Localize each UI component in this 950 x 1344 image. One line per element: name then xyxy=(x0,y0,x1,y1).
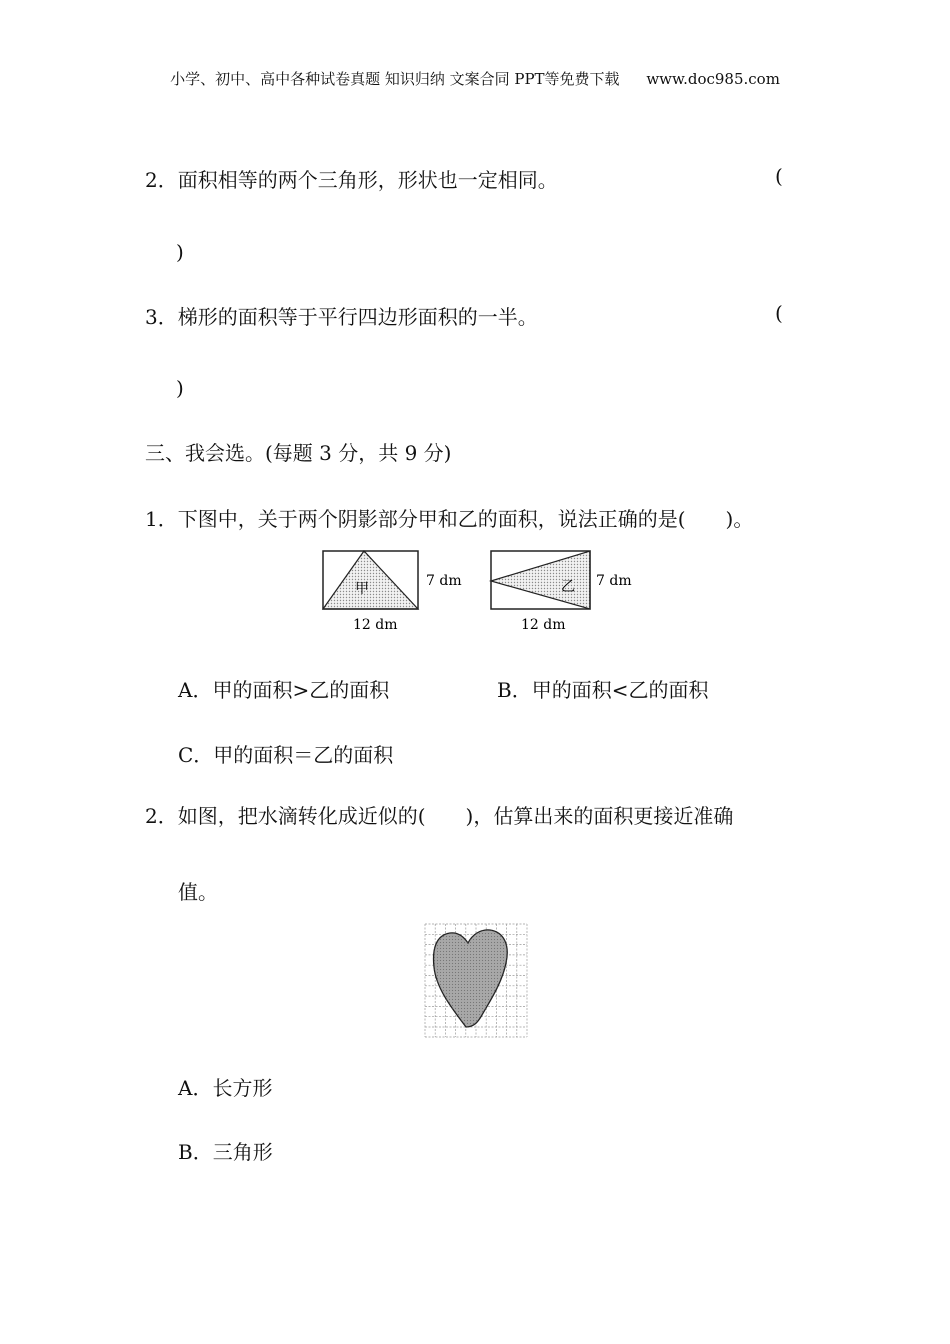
left-width-label: 12 dm xyxy=(353,617,398,633)
judge-question-3: 3．梯形的面积等于平行四边形面积的一半。 xyxy=(145,305,538,329)
q1-option-b[interactable]: B．甲的面积<乙的面积 xyxy=(497,678,709,702)
triangle-yi xyxy=(491,551,590,609)
judge-q2-open-paren: ( xyxy=(775,164,783,188)
judge-q2-close-paren: ) xyxy=(176,240,184,264)
choice-question-1: 1．下图中，关于两个阴影部分甲和乙的面积，说法正确的是( )。 xyxy=(145,507,754,531)
label-yi: 乙 xyxy=(561,579,575,595)
page-header xyxy=(0,68,950,89)
header-text: 小学、初中、高中各种试卷真题 知识归纳 文案合同 PPT等免费下载 xyxy=(170,70,620,88)
judge-q3-open-paren: ( xyxy=(775,301,783,325)
q1-option-a[interactable]: A．甲的面积>乙的面积 xyxy=(178,678,390,702)
choice-question-2-line2: 值。 xyxy=(178,880,218,904)
q1-figure xyxy=(315,545,645,640)
right-height-label: 7 dm xyxy=(596,573,632,589)
label-jia: 甲 xyxy=(355,581,369,597)
q2-figure xyxy=(424,923,528,1039)
left-height-label: 7 dm xyxy=(426,573,462,589)
right-width-label: 12 dm xyxy=(521,617,566,633)
choice-question-2-line1: 2．如图，把水滴转化成近似的( )，估算出来的面积更接近准确 xyxy=(145,804,734,828)
triangle-jia xyxy=(323,551,418,609)
judge-q3-close-paren: ) xyxy=(176,376,184,400)
header-url: www.doc985.com xyxy=(646,70,780,88)
q2-option-b[interactable]: B．三角形 xyxy=(178,1140,273,1164)
q1-option-c[interactable]: C．甲的面积＝乙的面积 xyxy=(178,743,394,767)
q2-option-a[interactable]: A．长方形 xyxy=(178,1076,273,1100)
section-3-title: 三、我会选。(每题 3 分，共 9 分) xyxy=(145,441,452,465)
judge-question-2: 2．面积相等的两个三角形，形状也一定相同。 xyxy=(145,168,558,192)
